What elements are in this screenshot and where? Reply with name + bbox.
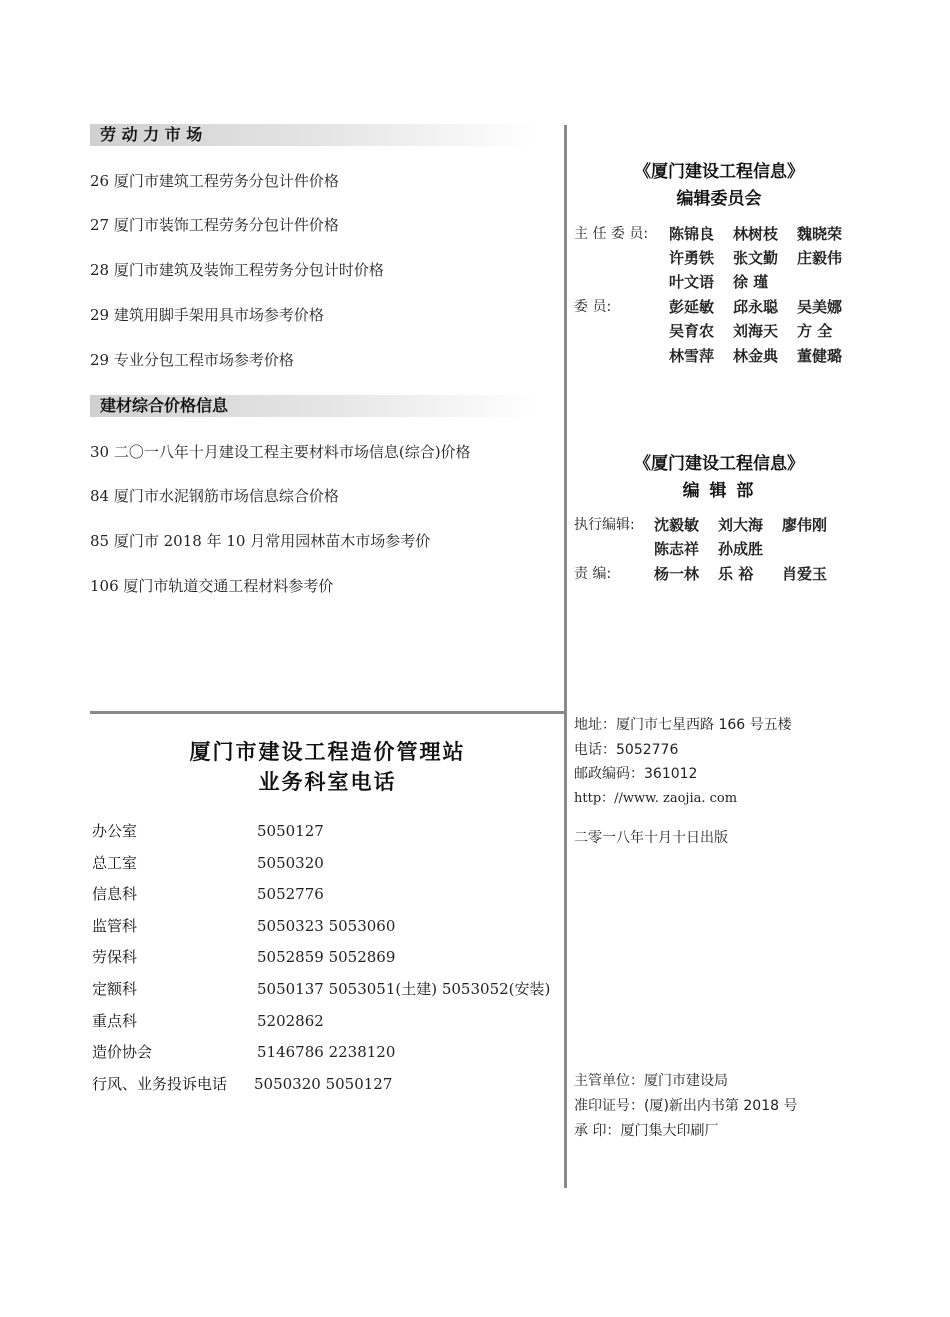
dept-label: 信息科 [92,885,138,903]
member-name: 魏晓荣 [797,225,843,243]
dept-phone: 5052859 5052869 [257,948,396,966]
member-name: 林金典 [733,347,779,365]
dept-phone: 5052776 [257,885,324,903]
member-name: 刘海天 [733,322,779,340]
permit-number: 准印证号：(厦)新出内书第 2018 号 [574,1098,798,1114]
editor-name: 沈毅敏 [654,516,700,534]
editor-name: 肖爱玉 [782,565,828,583]
website-link[interactable]: http：//www. zaojia. com [574,791,738,806]
member-name: 张文勤 [733,249,779,267]
member-name: 彭延敏 [669,298,715,316]
vertical-divider [564,125,567,1188]
member-label: 委 员: [574,299,612,315]
committee-subtitle: 编辑委员会 [676,189,762,209]
member-name: 庄毅伟 [797,249,843,267]
dept-phone: 5050320 [257,854,324,872]
editor-name: 孙成胜 [718,540,764,558]
toc-item[interactable]: 85 厦门市 2018 年 10 月常用园林苗木市场参考价 [90,532,431,550]
phone: 电话：5052776 [574,742,679,758]
member-name: 邱永聪 [733,298,779,316]
dept-label: 造价协会 [92,1043,153,1061]
member-name: 许勇铁 [669,249,715,267]
member-name: 陈锦良 [669,225,715,243]
editor-name: 陈志祥 [654,540,700,558]
postcode: 邮政编码：361012 [574,766,698,782]
dept-phone: 5050320 5050127 [254,1075,393,1093]
editor-name: 廖伟刚 [782,516,828,534]
member-name: 叶文语 [669,273,715,291]
dept-label: 监管科 [92,917,138,935]
dept-phone: 5050127 [257,822,324,840]
printer: 承 印：厦门集大印刷厂 [574,1123,719,1139]
horizontal-divider [90,711,565,714]
dept-label: 办公室 [92,822,138,840]
address: 地址：厦门市七星西路 166 号五楼 [574,717,792,733]
phones-subtitle: 业务科室电话 [258,770,397,794]
dept-phone: 5050137 5053051(土建) 5053052(安装) [257,980,551,998]
member-name: 林雪萍 [669,347,715,365]
toc-item[interactable]: 106 厦门市轨道交通工程材料参考价 [90,577,334,595]
toc-item[interactable]: 29 建筑用脚手架用具市场参考价格 [90,306,324,324]
toc-item[interactable]: 28 厦门市建筑及装饰工程劳务分包计时价格 [90,261,384,279]
editor-name: 杨一林 [654,565,700,583]
dept-label: 总工室 [92,854,138,872]
editorial-title: 《厦门建设工程信息》 [634,454,804,474]
dept-phone: 5202862 [257,1012,324,1030]
dept-label: 重点科 [92,1012,138,1030]
labor-market-title: 劳 动 力 市 场 [100,125,203,144]
labor-market-header [90,124,538,146]
toc-item[interactable]: 29 专业分包工程市场参考价格 [90,351,294,369]
editor-name: 乐 裕 [718,565,754,583]
publish-date: 二零一八年十月十日出版 [574,830,728,846]
member-name: 吴美娜 [797,298,843,316]
phones-title: 厦门市建设工程造价管理站 [189,740,466,764]
materials-header [90,395,538,417]
editorial-subtitle: 编 辑 部 [682,481,756,501]
editor-name: 刘大海 [718,516,764,534]
member-name: 吴育农 [669,322,715,340]
toc-item[interactable]: 84 厦门市水泥钢筋市场信息综合价格 [90,487,339,505]
dept-phone: 5050323 5053060 [257,917,396,935]
dept-label: 定额科 [92,980,138,998]
dept-label: 劳保科 [92,948,138,966]
materials-title: 建材综合价格信息 [100,396,229,415]
toc-item[interactable]: 26 厦门市建筑工程劳务分包计件价格 [90,172,339,190]
toc-item[interactable]: 27 厦门市装饰工程劳务分包计件价格 [90,216,339,234]
member-name: 董健璐 [797,347,843,365]
resp-editor-label: 责 编: [574,566,612,582]
member-name: 徐 瑾 [733,273,769,291]
dept-label: 行风、业务投诉电话 [92,1075,228,1093]
authority: 主管单位：厦门市建设局 [574,1073,728,1089]
member-name: 林树枝 [733,225,779,243]
director-label: 主 任 委 员: [574,226,649,242]
member-name: 方 全 [797,322,833,340]
toc-item[interactable]: 30 二〇一八年十月建设工程主要材料市场信息(综合)价格 [90,443,471,461]
exec-editor-label: 执行编辑: [574,517,635,533]
dept-phone: 5146786 2238120 [257,1043,396,1061]
committee-title: 《厦门建设工程信息》 [634,162,804,182]
